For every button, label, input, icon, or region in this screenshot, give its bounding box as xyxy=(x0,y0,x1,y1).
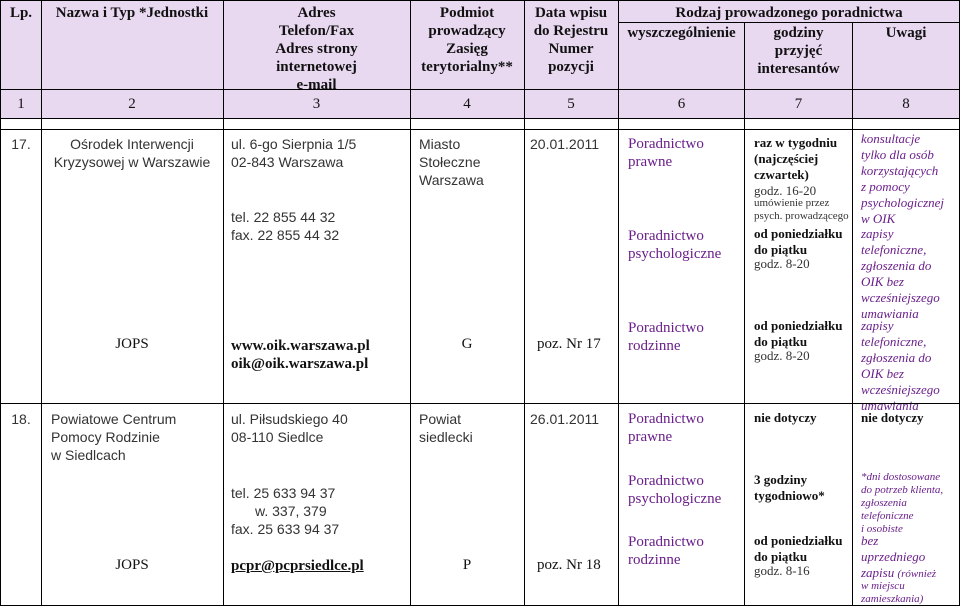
row17-godziny-3-hours: godz. 8-20 xyxy=(754,348,810,363)
row18-uwagi-2: *dni dostosowane do potrzeb klienta, zgłoszenia telefoniczne i osobiste xyxy=(861,471,944,535)
row18-poradnictwo-prawne: Poradnictwo prawne xyxy=(628,411,704,445)
row17-data: 20.01.2011 xyxy=(530,136,600,152)
col-number-5: 5 xyxy=(567,96,575,112)
row17-godziny-2-bold: od poniedziałku do piątku xyxy=(754,226,843,257)
header-podmiot: Podmiot prowadzący Zasięg terytorialny** xyxy=(421,5,513,75)
header-adres: Adres Telefon/Fax Adres strony internetowej e-mail xyxy=(275,5,358,93)
row17-poradnictwo-rodzinne: Poradnictwo rodzinne xyxy=(628,320,704,354)
row18-podmiot: Powiat siedlecki xyxy=(419,411,473,445)
row17-godziny-1-note: umówienie przez psych. prowadzącego xyxy=(754,197,849,222)
row18-lp: 18. xyxy=(11,411,31,427)
row17-poradnictwo-psychologiczne: Poradnictwo psychologiczne xyxy=(628,228,722,262)
row18-godziny-2: 3 godziny tygodniowo* xyxy=(754,472,825,503)
row17-godziny-2-hours: godz. 8-20 xyxy=(754,256,810,271)
row18-fax: fax. 25 633 94 37 xyxy=(231,521,340,537)
row17-godziny-3-bold: od poniedziałku do piątku xyxy=(754,318,843,349)
row18-email-link[interactable]: pcpr@pcprsiedlce.pl xyxy=(231,558,364,574)
row18-uwagi-1: nie dotyczy xyxy=(861,410,924,425)
header-uwagi: Uwagi xyxy=(885,25,927,41)
row17-nazwa: Ośrodek Interwencji Kryzysowej w Warszawie xyxy=(53,136,211,170)
col-number-7: 7 xyxy=(794,96,803,112)
row18-typ: JOPS xyxy=(115,557,149,573)
col-number-1: 1 xyxy=(17,96,25,112)
row18-godziny-1: nie dotyczy xyxy=(754,410,817,425)
row17-www-link[interactable]: www.oik.warszawa.pl xyxy=(231,338,370,354)
header-nazwa: Nazwa i Typ *Jednostki xyxy=(55,5,209,21)
header-rodzaj: Rodzaj prowadzonego poradnictwa xyxy=(675,5,903,21)
row18-poradnictwo-psychologiczne: Poradnictwo psychologiczne xyxy=(628,473,722,507)
col-number-6: 6 xyxy=(677,96,686,112)
row18-godziny-3-hours: godz. 8-16 xyxy=(754,563,810,578)
row18-numer: poz. Nr 18 xyxy=(537,557,601,573)
header-wyszczegolnienie: wyszczególnienie xyxy=(627,25,736,41)
row18-godziny-3-bold: od poniedziałku do piątku xyxy=(754,533,843,564)
row18-uwagi-3-note: w miejscu zamieszkania) xyxy=(861,580,924,605)
row17-email-link[interactable]: oik@oik.warszawa.pl xyxy=(231,356,369,372)
row17-uwagi-2: zapisy telefoniczne, zgłoszenia do OIK bez wcześniejszego umawiania xyxy=(861,226,940,321)
row17-tel: tel. 22 855 44 32 xyxy=(231,209,336,225)
row18-adres: ul. Piłsudskiego 40 08-110 Siedlce xyxy=(231,411,348,445)
row17-podmiot: Miasto Stołeczne Warszawa xyxy=(419,136,484,188)
row18-uwagi-3: bez uprzedniego zapisu (również xyxy=(861,533,936,580)
row18-nazwa: Powiatowe Centrum Pomocy Rodzinie w Siedlcach xyxy=(51,411,177,463)
header-lp: Lp. xyxy=(9,5,33,21)
row17-uwagi-1: konsultacje tylko dla osób korzystających z pomocy psychologicznej w OIK xyxy=(861,131,945,226)
row17-zasieg: G xyxy=(461,336,473,352)
row18-data: 26.01.2011 xyxy=(530,411,600,427)
col-number-4: 4 xyxy=(463,96,471,112)
col-number-8: 8 xyxy=(902,96,910,112)
header-data-wpisu: Data wpisu do Rejestru Numer pozycji xyxy=(533,5,609,75)
row17-fax: fax. 22 855 44 32 xyxy=(231,227,340,243)
row18-zasieg: P xyxy=(462,557,472,573)
row17-numer: poz. Nr 17 xyxy=(537,336,601,352)
row18-wewn: w. 337, 379 xyxy=(255,503,327,519)
row18-poradnictwo-rodzinne: Poradnictwo rodzinne xyxy=(628,534,704,568)
row17-adres: ul. 6-go Sierpnia 1/5 02-843 Warszawa xyxy=(231,136,357,170)
header-godziny: godziny przyjęć interesantów xyxy=(757,25,840,77)
col-number-3: 3 xyxy=(312,96,321,112)
row17-godziny-1-hours: godz. 16-20 xyxy=(754,183,817,198)
row17-lp: 17. xyxy=(11,136,31,152)
row17-godziny-1-bold: raz w tygodniu (najczęściej czwartek) xyxy=(754,135,838,182)
row18-tel: tel. 25 633 94 37 xyxy=(231,485,336,501)
row17-typ: JOPS xyxy=(115,336,149,352)
col-number-2: 2 xyxy=(128,96,136,112)
row17-uwagi-3: zapisy telefoniczne, zgłoszenia do OIK bez wcześniejszego umawiania xyxy=(861,318,940,413)
row17-poradnictwo-prawne: Poradnictwo prawne xyxy=(628,136,704,170)
